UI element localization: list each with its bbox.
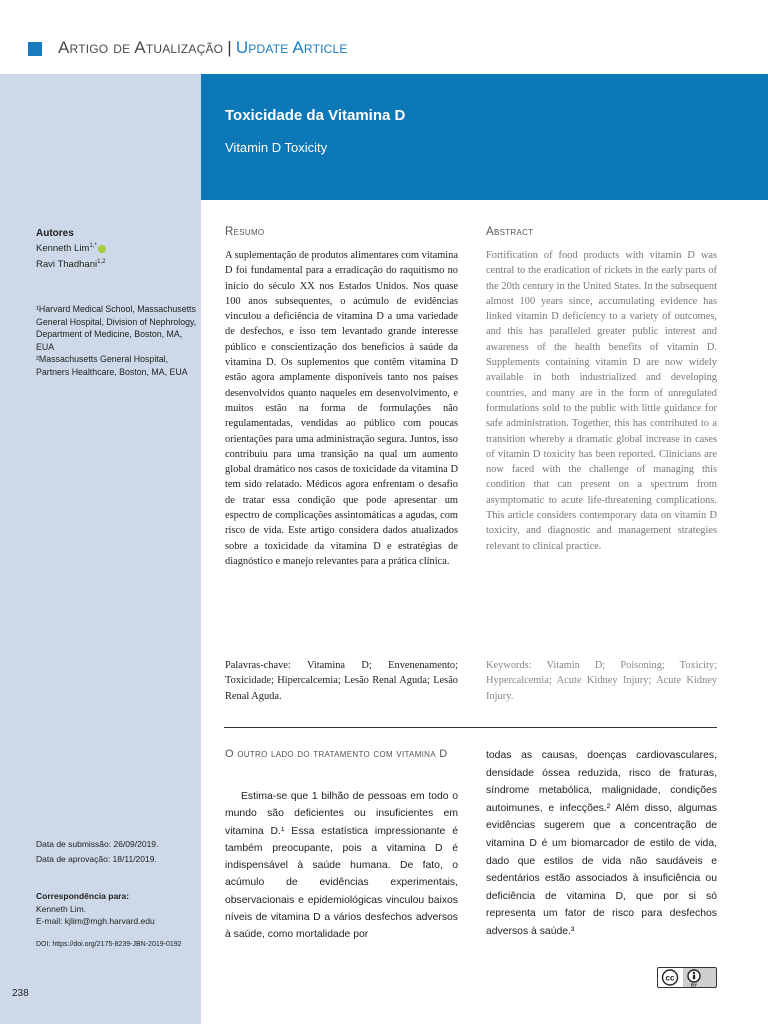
body-text-left: Estima-se que 1 bilhão de pessoas em todo o mundo são deficientes ou insuficientes em vitamina D.¹ Essa estatística impressionante é também preocupante, pois a vitamina D é indispensável à saúde humana. De fato, o acúmulo de evidências experimentais, observacionais e epidemiológicas vinculou baixos níveis de vitamina D a vários desfechos adversos à saúde, como mortalidade por [225, 791, 458, 941]
approval-date: Data de aprovação: 18/11/2019. [36, 853, 157, 864]
abstract-text: Fortification of food products with vitamin D was central to the eradication of rickets in the early parts of the 20th century in the United States. In the subsequent almost 100 years since, accumulating evidence has linked vitamin D deficiency to a variety of outcomes, and this has paralleled greater public interest and awareness of the health benefits of vitamin D. Supplements containing vitamin D are now widely available in both industrialized and developing countries, and many are in the form of unregulated formulations sold to the public with little guidance for safe administration. Together, this has contributed to a transition whereby a dramatic global increase in cases of vitamin D toxicity has been reported. Clinicians are now faced with the challenge of managing this condition that can present on a spectrum from asymptomatic to acute life-threatening complications. This article considers contemporary data on vitamin D toxicity, and diagnostic and management strategies relevant to clinical practice. [486, 250, 717, 552]
resumo-heading: Resumo [225, 226, 265, 238]
page-number: 238 [12, 988, 29, 999]
author-superscript: 1,2 [97, 259, 106, 265]
authors-label: Autores [36, 228, 74, 239]
correspondence-email[interactable]: E-mail: kjlim@mgh.harvard.edu [36, 916, 155, 926]
author-ravi-thadhani [36, 256, 105, 272]
section-type-pt: Artigo de Atualização [58, 38, 224, 57]
abstract-heading: Abstract [486, 226, 534, 238]
author-kenneth-lim [36, 240, 106, 256]
body-text-right: todas as causas, doenças cardiovasculares, densidade óssea reduzida, risco de fraturas, síndrome metabólica, malignidade, condições autoimunes, e infecções.² Além disso, algumas evidências sugerem que a concentração de vitamina D é um biomarcador de estilo de vida, dado que estilos de vida não saudáveis e sedentários estão associados à insuficiência ou deficiência de vitamina D, que por si só representa um fator de risco para desfechos adversos à saúde.³ [486, 750, 717, 937]
by-icon-text: BY [690, 982, 698, 988]
body-section-heading: O outro lado do tratamento com vitamina D [225, 748, 448, 760]
correspondence [36, 890, 155, 928]
keywords-en-list: Vitamin D; Poisoning; Toxicity; Hypercalcemia; Acute Kidney Injury; Acute Kidney Injury. [486, 660, 717, 702]
correspondence-label: Correspondência para: [36, 891, 130, 901]
doi-link[interactable]: DOI: https://doi.org/2175-8239-JBN-2019-0192 [36, 941, 182, 948]
submission-date: Data de submissão: 26/09/2019. [36, 839, 159, 849]
keywords-pt-list: Vitamina D; Envenenamento; Toxicidade; Hipercalcemia; Lesão Renal Aguda; Lesão Renal Aguda. [225, 660, 458, 702]
affiliation-1: ¹Harvard Medical School, Massachusetts General Hospital, Division of Nephrology, Department of Medicine, Boston, MA, EUA [36, 304, 197, 352]
keywords-en-label: Keywords: [486, 660, 532, 671]
article-title-en: Vitamin D Toxicity [225, 140, 328, 155]
sidebar [0, 74, 201, 1024]
keywords-pt [225, 658, 458, 704]
keywords-en [486, 658, 717, 704]
keywords-pt-label: Palavras-chave: [225, 660, 291, 671]
cc-by-icon [658, 968, 717, 988]
cc-icon-text: cc [665, 973, 675, 983]
section-type-en: Update Article [235, 38, 348, 57]
author-name: Kenneth Lim [36, 243, 90, 255]
author-superscript: 1,* [89, 243, 97, 249]
correspondence-name: Kenneth Lim. [36, 903, 87, 914]
resumo-text: A suplementação de produtos alimentares com vitamina D foi fundamental para a erradicação do raquitismo no início do século XX nos Estados Unidos. Nos quase 100 anos subsequentes, o acúmulo de evidências vinculou a deficiência de vitamina D a uma variedade de desfechos, e isso tem levantado grande interesse público e conscientização dos benefícios à saúde da vitamina D. Os suplementos que contêm vitamina D estão agora amplamente disponíveis tanto nos países desenvolvidos quanto naqueles em desenvolvimento, e muitos estão na forma de formulações não regulamentadas, vendidas ao público com poucas orientações para uma administração segura. Juntos, isso contribuiu para uma transição na qual um aumento global dramático nos casos de toxicidade da vitamina D tem sido relatado. Médicos agora enfrentam o desafio de tratar essa condição que pode apresentar um espectro de complicações assintomáticas a agudas, com risco de vida. Este artigo considera dados atualizados sobre a toxicidade da vitamina D e estratégias de diagnóstico e manejo relevantes para a prática clínica. [225, 250, 458, 567]
submission-dates [36, 838, 158, 867]
title-block [201, 74, 768, 200]
orcid-icon[interactable] [98, 245, 106, 253]
article-title-pt: Toxicidade da Vitamina D [225, 107, 406, 124]
header-square-icon [28, 42, 42, 56]
journal-header [0, 28, 768, 72]
section-divider [224, 727, 717, 728]
cc-license-badge[interactable] [657, 967, 717, 988]
author-name: Ravi Thadhani [36, 259, 98, 271]
section-type-separator: | [227, 38, 232, 57]
section-type-title [58, 38, 348, 58]
affiliations [36, 303, 198, 378]
affiliation-2: ²Massachusetts General Hospital, Partners Healthcare, Boston, MA, EUA [36, 354, 188, 377]
